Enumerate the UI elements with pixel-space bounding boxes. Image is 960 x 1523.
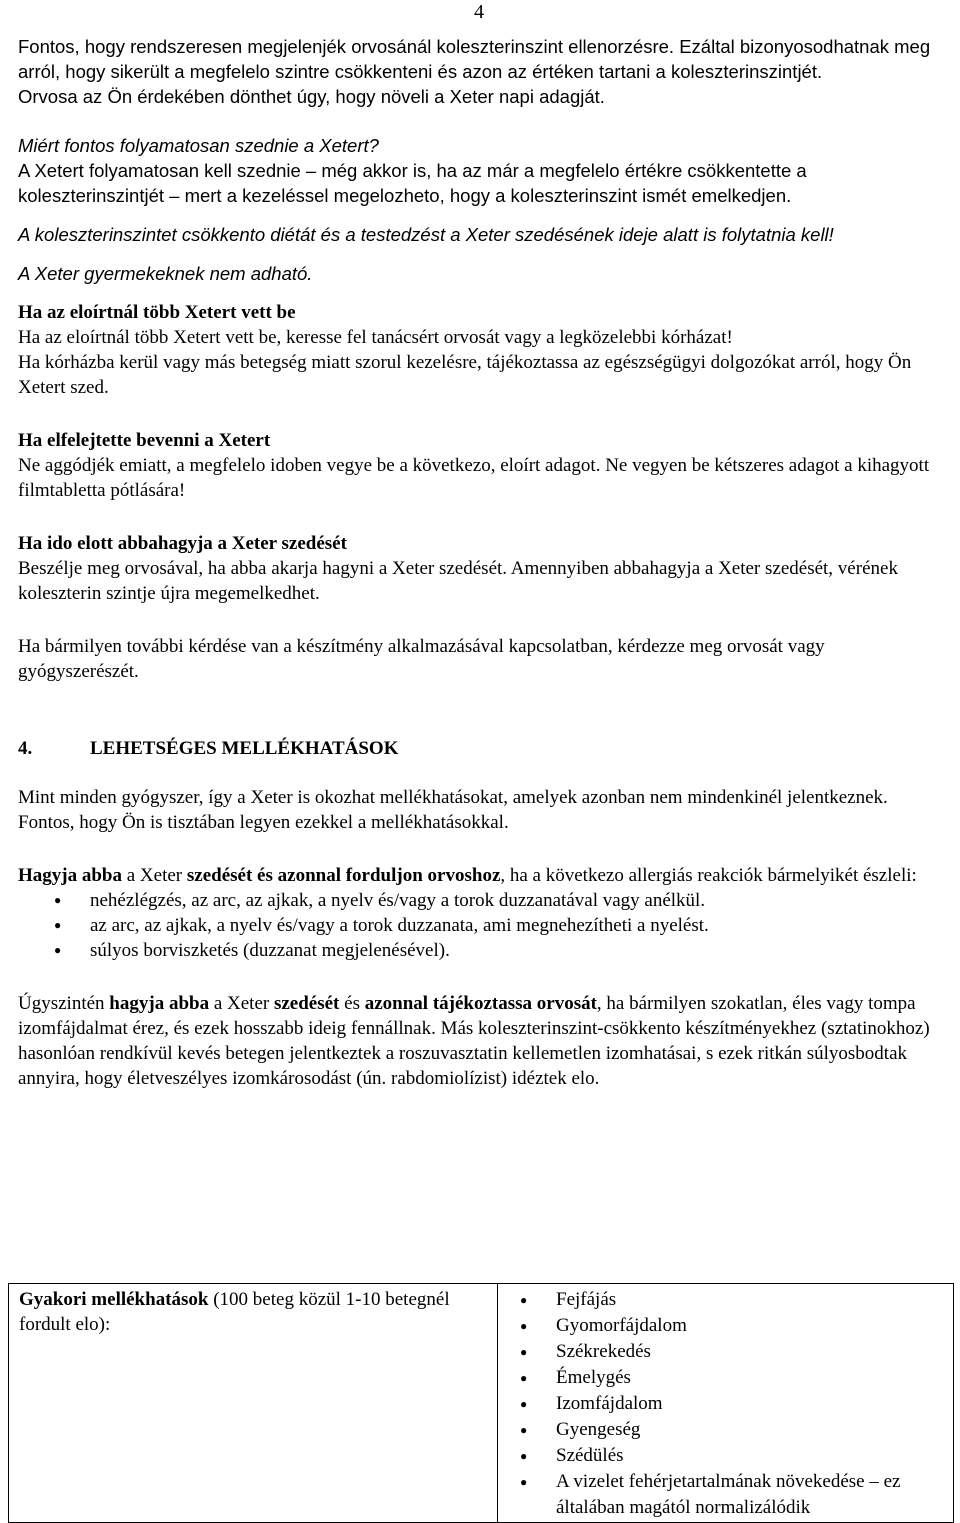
section-title: LEHETSÉGES MELLÉKHATÁSOK [90,738,399,759]
heading-overdose: Ha az eloírtnál több Xetert vett be [18,302,296,323]
list-item: ● az arc, az ajkak, a nyelv és/vagy a torok duzzanata, ami megnehezítheti a nyelést. [18,913,948,938]
list-item: ● Gyomorfájdalom [508,1313,945,1339]
list-item: ● Szédülés [508,1443,945,1469]
list-item: ● Émelygés [508,1365,945,1391]
effects-cell [498,1284,954,1523]
list-item: ● Székrekedés [508,1339,945,1365]
section-heading [18,736,948,761]
section-number: 4. [18,738,33,759]
heading-forgot: Ha elfelejtette bevenni a Xetert [18,430,271,451]
page-content [18,34,948,1091]
note-children: A Xeter gyermekeknek nem adható. [18,263,313,284]
heading-why-continuous: Miért fontos folyamatosan szednie a Xetert? [18,135,379,156]
frequency-cell: Gyakori mellékhatások (100 beteg közül 1-10 betegnél fordult elo): [9,1284,498,1523]
paragraph-stop: Beszélje meg orvosával, ha abba akarja hagyni a Xeter szedését. Amennyiben abbahagyja a Xeter szedését, vérének koleszterin szintje újra megemelkedhet. [18,558,898,604]
page-number: 4 [474,1,484,23]
allergy-list [18,888,948,963]
note-diet: A koleszterinszintet csökkento diétát és a testedzést a Xeter szedésének ideje alatt is folytatnia kell! [18,224,834,245]
paragraph-why-continuous: A Xetert folyamatosan kell szednie – még akkor is, ha az már a megfelelo értékre csökkentette a koleszterinszintjét – mert a kezeléssel megelozheto, hogy a koleszterinszint ismét emelkedjen. [18,160,807,206]
list-item: ● Gyengeség [508,1417,945,1443]
paragraph-muscle: Úgyszintén hagyja abba a Xeter szedését és azonnal tájékoztassa orvosát, ha bármilyen szokatlan, éles vagy tompa izomfájdalmat érez, és ezek hosszabb ideig fennállnak. Más koleszterinszint-csökkento készítményekhez (sztatinokhoz) hasonlóan rendkívül kevés betegen jelentkeztek a roszuvasztatin kellemetlen izomhatásai, s ezek ritkán súlyosbodtak annyira, hogy életveszélyes izomkárosodást (ún. rabdomiolízist) idéztek elo. [18,993,930,1089]
list-item: ● Fejfájás [508,1287,945,1313]
list-item: ● súlyos borviszketés (duzzanat megjelenésével). [18,938,948,963]
side-effects-table [8,1283,954,1523]
paragraph-forgot: Ne aggódjék emiatt, a megfelelo idoben vegye be a következo, eloírt adagot. Ne vegyen be kétszeres adagot a kihagyott filmtabletta pótlására! [18,455,930,501]
list-item: ● A vizelet fehérjetartalmának növekedése – ez általában magától normalizálódik [508,1469,945,1521]
paragraph-intro-1: Mint minden gyógyszer, így a Xeter is okozhat mellékhatásokat, amelyek azonban nem mindenkinél jelentkeznek. [18,787,888,808]
paragraph-overdose-2: Ha kórházba kerül vagy más betegség miatt szorul kezelésre, tájékoztassa az egészségügyi dolgozókat arról, hogy Ön Xetert szed. [18,352,912,398]
table-row [9,1284,954,1523]
paragraph-dose-increase: Orvosa az Ön érdekében dönthet úgy, hogy növeli a Xeter napi adagját. [18,86,605,107]
paragraph-intro-2: Fontos, hogy Ön is tisztában legyen ezekkel a mellékhatásokkal. [18,812,509,833]
paragraph-allergy: Hagyja abba a Xeter szedését és azonnal forduljon orvoshoz, ha a következo allergiás reakciók bármelyikét észleli: [18,865,917,886]
list-item: ● Izomfájdalom [508,1391,945,1417]
list-item: ● nehézlégzés, az arc, az ajkak, a nyelv és/vagy a torok duzzanatával vagy anélkül. [18,888,948,913]
paragraph-questions: Ha bármilyen további kérdése van a készítmény alkalmazásával kapcsolatban, kérdezze meg orvosát vagy gyógyszerészét. [18,636,825,682]
common-effects-list [508,1287,945,1521]
paragraph-overdose-1: Ha az eloírtnál több Xetert vett be, keresse fel tanácsért orvosát vagy a legközelebbi kórházat! [18,327,733,348]
paragraph-checkup: Fontos, hogy rendszeresen megjelenjék orvosánál koleszterinszint ellenorzésre. Ezáltal bizonyosodhatnak meg arról, hogy sikerült a megfelelo szintre csökkenteni és azon az értéken tartani a koleszterinszintjét. [18,36,931,82]
heading-stop: Ha ido elott abbahagyja a Xeter szedését [18,533,347,554]
